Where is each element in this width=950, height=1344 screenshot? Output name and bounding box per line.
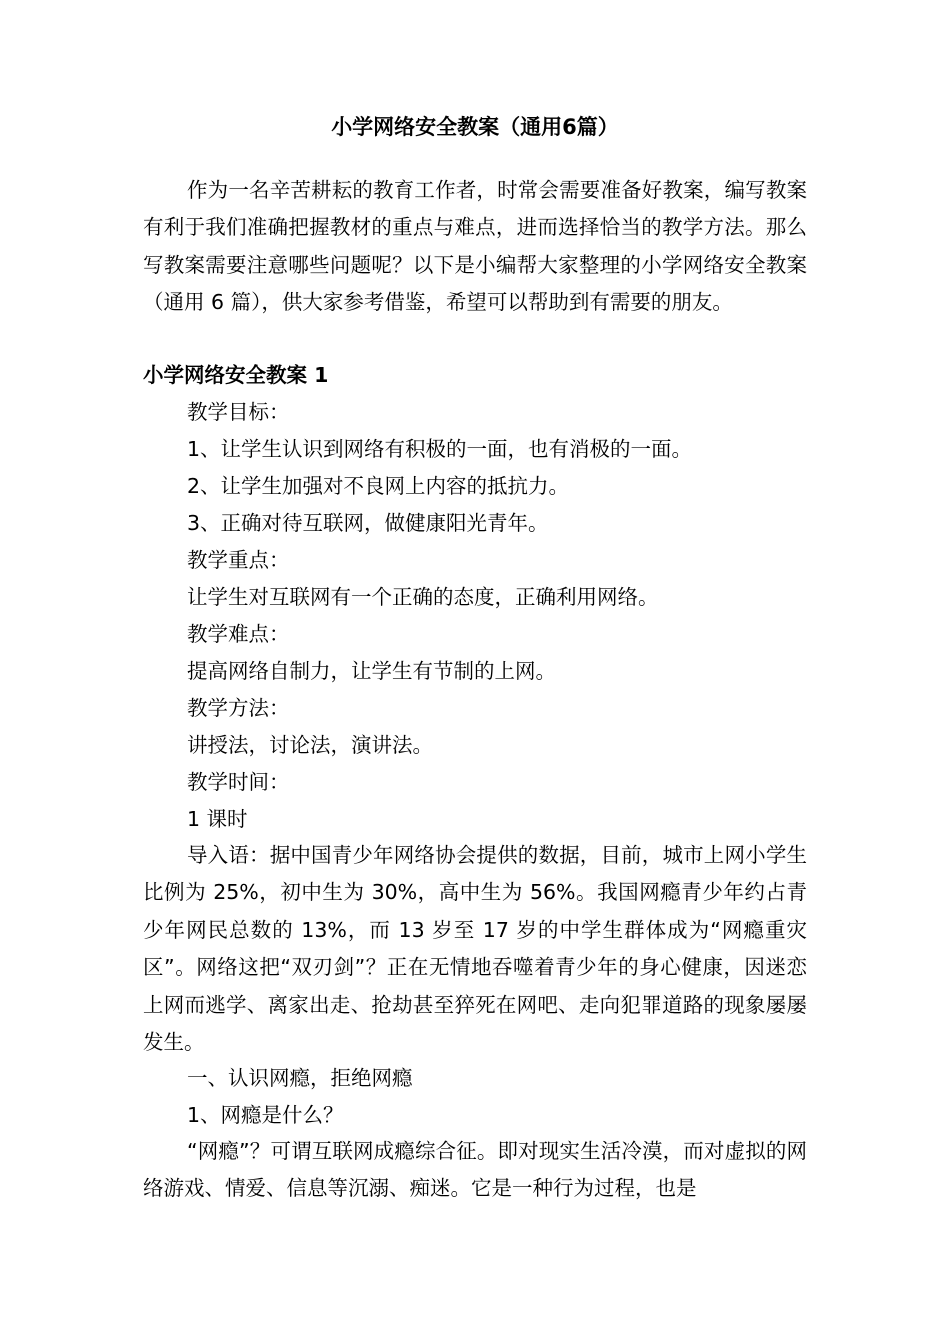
difficulty-text: 提高网络自制力，让学生有节制的上网。 [187,659,556,683]
focus-label: 教学重点： [187,548,290,572]
section-heading: 小学网络安全教案 1 [143,363,329,387]
question-heading: 1、网瘾是什么？ [187,1103,344,1127]
goal-item: 3、正确对待互联网，做健康阳光青年。 [187,511,549,535]
method-text: 讲授法，讨论法，演讲法。 [187,733,433,757]
document-title: 小学网络安全教案（通用6篇） [331,115,619,139]
time-text: 1 课时 [187,807,248,831]
time-label: 教学时间： [187,770,290,794]
method-label: 教学方法： [187,696,290,720]
intro-paragraph: 作为一名辛苦耕耘的教育工作者，时常会需要准备好教案，编写教案有利于我们准确把握教材的重点与难点，进而选择恰当的教学方法。那么写教案需要注意哪些问题呢？以下是小编帮大家整理的小学网络安全教案（通用 6 篇），供大家参考借鉴，希望可以帮助到有需要的朋友。 [143,178,807,315]
lead-in-paragraph: 导入语：据中国青少年网络协会提供的数据，目前，城市上网小学生比例为 25%，初中生为 30%，高中生为 56%。我国网瘾青少年约占青少年网民总数的 13%，而 13 岁至 17 岁的中学生群体成为“网瘾重灾区”。网络这把“双刃剑”？正在无情地吞噬着青少年的身心健康，因迷恋上网而逃学、离家出走、抢劫甚至猝死在网吧、走向犯罪道路的现象屡屡发生。 [143,843,807,1055]
question-paragraph: “网瘾”？可谓互联网成瘾综合征。即对现实生活冷漠，而对虚拟的网络游戏、情爱、信息等沉溺、痴迷。它是一种行为过程，也是 [143,1139,807,1201]
goal-item: 1、让学生认识到网络有积极的一面，也有消极的一面。 [187,437,693,461]
part-heading: 一、认识网瘾，拒绝网瘾 [187,1066,413,1090]
goals-label: 教学目标： [187,400,290,424]
focus-text: 让学生对互联网有一个正确的态度，正确利用网络。 [187,585,659,609]
difficulty-label: 教学难点： [187,622,290,646]
goal-item: 2、让学生加强对不良网上内容的抵抗力。 [187,474,570,498]
